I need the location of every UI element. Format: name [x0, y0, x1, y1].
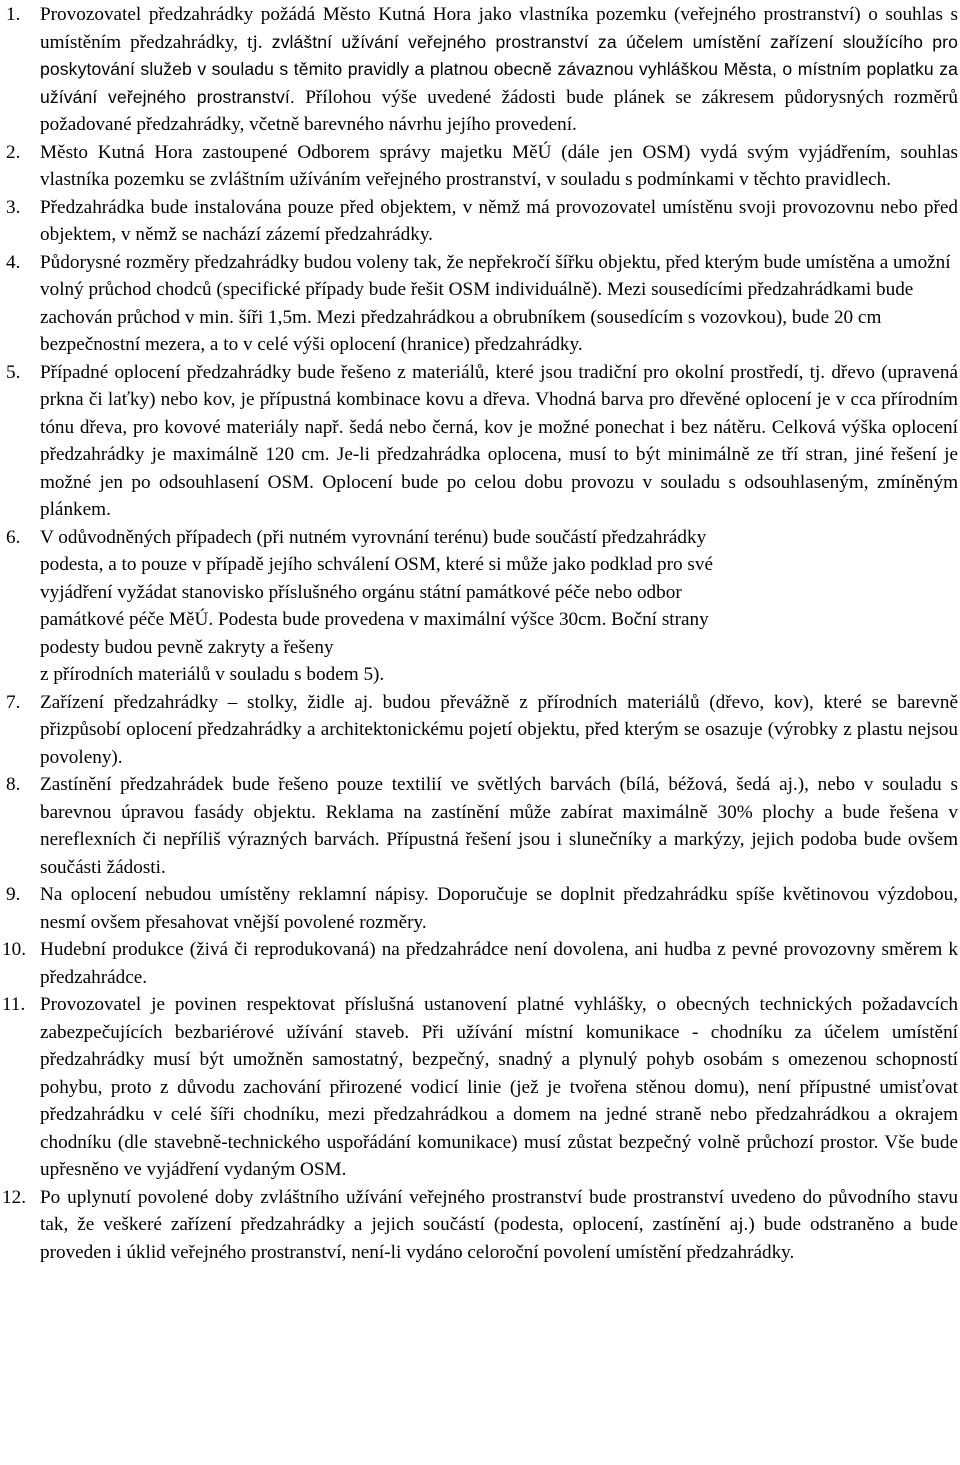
rules-list	[0, 1, 960, 1266]
item-text: Případné oplocení předzahrádky bude řešeno z materiálů, které jsou tradiční pro okolní prostředí, tj. dřevo (upravená prkna či laťky) nebo kov, je přípustná kombinace kovu a dřeva. Vhodná barva pro dřevěné oplocení je v cca přírodním tónu dřeva, pro kovové materiály např. šedá nebo černá, kov je možné ponechat i bez nátěru. Celková výška oplocení předzahrádky je maximálně 120 cm. Je-li předzahrádka oplocena, musí to být minimálně ze tří stran, jiné řešení je možné jen po odsouhlasení OSM. Oplocení bude po celou dobu provozu v souladu s odsouhlaseným, zmíněným plánkem.	[40, 361, 958, 520]
item-number: 8.	[6, 774, 21, 795]
item-number: 9.	[6, 884, 21, 905]
rule-item-11	[0, 991, 960, 1184]
item-number: 11.	[2, 994, 26, 1015]
item-number: 10.	[2, 939, 26, 960]
rule-item-9	[0, 881, 960, 936]
item-text: Předzahrádka bude instalována pouze před objektem, v němž má provozovatel umístěnu svoji provozovnu nebo před objektem, v němž se nachází zázemí předzahrádky.	[40, 196, 958, 245]
rule-item-4	[0, 249, 960, 359]
item-text-part: zvláštní užívání veřejného prostranství za účelem umístění zařízení sloužícího pro poskytování služeb v souladu s těmito pravidly a platnou obecně závaznou vyhláškou Města, o místním poplatku za užívání veřejného prostranství.	[40, 31, 958, 107]
item-line: podesta, a to pouze v případě jejího schválení OSM, které si může jako podklad pro své	[40, 554, 713, 575]
item-line: podesty budou pevně zakryty a řešeny	[40, 636, 334, 658]
item-text-part: Provozovatel předzahrádky požádá Město Kutná Hora jako vlastníka pozemku (veřejného prostranství) o souhlas s umístěním předzahrádky, tj.	[40, 4, 958, 53]
item-line: vyjádření vyžádat stanovisko příslušného orgánu státní památkové péče nebo odbor	[40, 581, 682, 603]
rule-item-1	[0, 1, 960, 139]
item-text: Město Kutná Hora zastoupené Odborem správy majetku MěÚ (dále jen OSM) vydá svým vyjádřením, souhlas vlastníka pozemku se zvláštním užíváním veřejného prostranství, v souladu s podmínkami v těchto pravidlech.	[40, 141, 958, 190]
rule-item-3	[0, 194, 960, 249]
item-text: Provozovatel je povinen respektovat příslušná ustanovení platné vyhlášky, o obecných technických požadavcích zabezpečujících bezbariérové užívání staveb. Při užívání místní komunikace - chodníku za účelem umístění předzahrádky musí být umožněn samostatný, bezpečný, snadný a plynulý pohyb osobám s omezenou schopností pohybu, proto z důvodu zachování přirozené vodicí linie (jež je tvořena stěnou domu), není přípustné umisťovat předzahrádku v celé šíři chodníku, mezi předzahrádkou a domem na jedné straně nebo předzahrádkou a okrajem chodníku (dle stavebně-technického uspořádání komunikace) musí zůstat bezpečný volně průchozí prostor. Vše bude upřesněno ve vyjádření vydaným OSM.	[40, 994, 958, 1180]
item-line: V odůvodněných případech (při nutném vyrovnání terénu) bude součástí předzahrádky	[40, 526, 707, 548]
item-number: 1.	[6, 4, 21, 25]
item-number: 5.	[6, 361, 21, 383]
rule-item-5	[0, 359, 960, 524]
item-number: 7.	[6, 691, 21, 713]
item-text-part: Přílohou výše uvedené žádosti bude plánek se zákresem půdorysných rozměrů požadované předzahrádky, včetně barevného návrhu jejího provedení.	[40, 86, 958, 135]
item-text: Po uplynutí povolené doby zvláštního užívání veřejného prostranství bude prostranství uvedeno do původního stavu tak, že veškeré zařízení předzahrádky a jejich součástí (podesta, oplocení, zastínění aj.) bude odstraněno a bude proveden i úklid veřejného prostranství, není-li vydáno celoroční povolení umístění předzahrádky.	[40, 1186, 958, 1263]
item-number: 12.	[2, 1186, 26, 1208]
item-line: památkové péče MěÚ. Podesta bude provedena v maximální výšce 30cm. Boční strany	[40, 609, 709, 630]
item-text: Hudební produkce (živá či reprodukovaná) na předzahrádce není dovolena, ani hudba z pevné provozovny směrem k předzahrádce.	[40, 939, 958, 988]
rule-item-10	[0, 936, 960, 991]
item-number: 6.	[6, 526, 21, 548]
rule-item-8	[0, 771, 960, 881]
rule-item-7	[0, 689, 960, 772]
item-line: z přírodních materiálů v souladu s bodem 5).	[40, 664, 385, 685]
item-number: 2.	[6, 141, 21, 163]
item-text: Půdorysné rozměry předzahrádky budou voleny tak, že nepřekročí šířku objektu, před kterým bude umístěna a umožní volný průchod chodců (specifické případy bude řešit OSM individuálně). Mezi sousedícími předzahrádkami bude zachován průchod v min. šíři 1,5m. Mezi předzahrádkou a obrubníkem (sousedícím s vozovkou), bude 20 cm bezpečnostní mezera, a to v celé výši oplocení (hranice) předzahrádky.	[40, 251, 951, 355]
rule-item-6	[0, 524, 960, 689]
item-text: Zařízení předzahrádky – stolky, židle aj. budou převážně z přírodních materiálů (dřevo, kov), které se barevně přizpůsobí oplocení předzahrádky a architektonickému pojetí objektu, před kterým se osazuje (výrobky z plastu nejsou povoleny).	[40, 691, 958, 768]
item-number: 4.	[6, 251, 21, 273]
rule-item-12	[0, 1184, 960, 1267]
item-number: 3.	[6, 196, 21, 218]
rule-item-2	[0, 139, 960, 194]
item-text: Zastínění předzahrádek bude řešeno pouze textilií ve světlých barvách (bílá, béžová, šedá aj.), nebo v souladu s barevnou úpravou fasády objektu. Reklama na zastínění může zabírat maximálně 30% plochy a bude řešena v nereflexních či nepříliš výrazných barvách. Přípustná řešení jsou i slunečníky a markýzy, jejich podoba bude ovšem součásti žádosti.	[40, 774, 958, 878]
item-text: Na oplocení nebudou umístěny reklamní nápisy. Doporučuje se doplnit předzahrádku spíše květinovou výzdobou, nesmí ovšem přesahovat vnější povolené rozměry.	[40, 884, 958, 933]
